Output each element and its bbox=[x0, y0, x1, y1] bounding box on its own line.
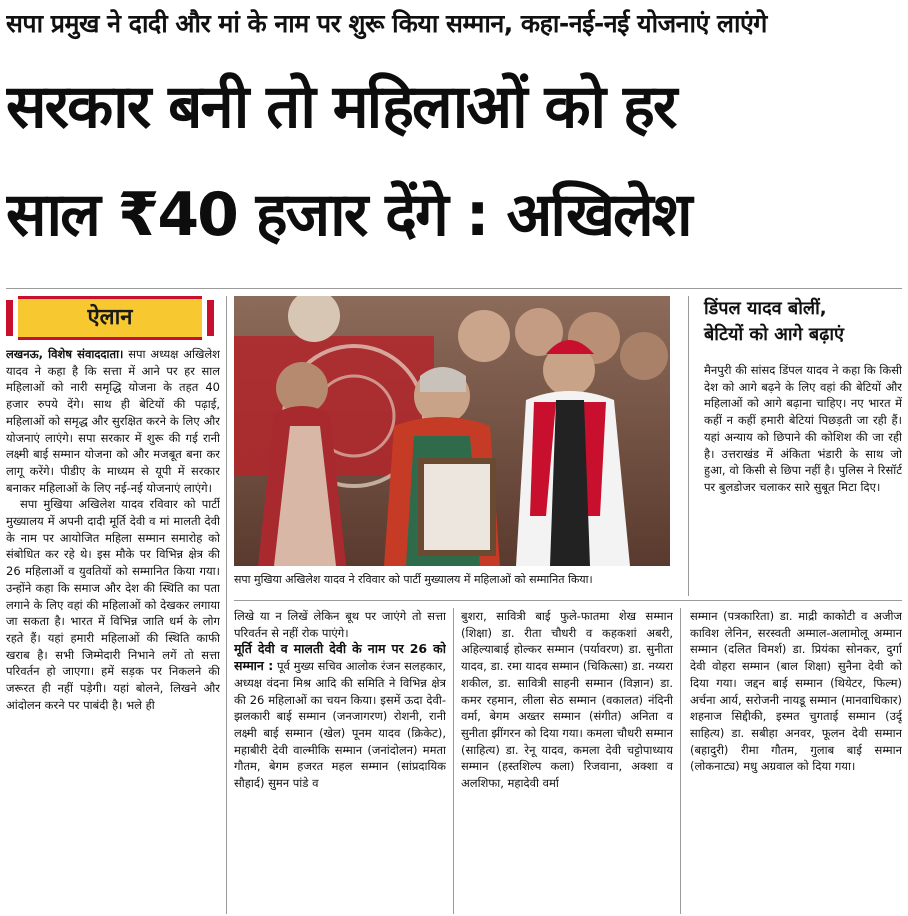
lead-paragraph: सपा अध्यक्ष अखिलेश यादव ने कहा है कि सत्ता में आने पर हर साल महिलाओं को नारी समृद्धि योजना के तहत 40 हजार रुपये देंगे। साथ ही बेटियों की पढ़ाई, महिलाओं को समृद्ध और सुरक्षित करने के लिए और योजनाएं लाएंगे। सपा सरकार में शुरू की गई रानी लक्ष्मी बाई सम्मान योजना को और मजबूत बना कर लागू करेंगे। पीडीए के माध्यम से यूपी में सरकार बनाकर महिलाओं के लिए नई-नई योजनाएं लाएंगे। bbox=[6, 347, 220, 495]
kicker-headline: सपा प्रमुख ने दादी और मां के नाम पर शुरू किया सम्मान, कहा-नई-नई योजनाएं लाएंगे bbox=[6, 9, 767, 38]
sidebar-heading-line-2: बेटियों को आगे बढ़ाएं bbox=[704, 324, 844, 345]
column-2-intro: लिखे या न लिखें लेकिन बूथ पर जाएंगे तो सत्ता परिवर्तन से नहीं रोक पाएंगे। bbox=[234, 609, 446, 640]
announcement-badge bbox=[6, 296, 214, 340]
column-divider-3 bbox=[680, 608, 681, 914]
main-headline-line-1: सरकार बनी तो महिलाओं को हर bbox=[6, 72, 676, 142]
article-column-4 bbox=[690, 608, 902, 914]
dateline: लखनऊ, विशेष संवाददाता। bbox=[6, 347, 124, 361]
column-4-text: सम्मान (पत्रकारिता) डा. माद्री काकोटी व अजीज काविश लेनिन, सरस्वती अम्माल-अलामोलू अम्मान सम्मान (दलित विमर्श) डा. प्रियंका सोनकर, दुर्गा देवी वोहरा सम्मान (बाल शिक्षा) सुनैना देवी को दिया गया। जद्दन बाई सम्मान (थियेटर, फिल्म) अर्चना आर्य, सरोजनी नायडू सम्मान (मानवाधिकार) शहनाज सिद्दीकी, इस्मत चुगताई सम्मान (उर्दू साहित्य) डा. सबीहा अनवर, फूलन देवी सम्मान (बहादुरी) रीमा गौतम, गुलाब बाई सम्मान (लोकनाट्य) मधु अग्रवाल को दिया गया। bbox=[690, 609, 902, 774]
article-column-1 bbox=[6, 346, 220, 914]
column-3-text: बुशरा, सावित्री बाई फुले-फातमा शेख सम्मान (शिक्षा) डा. रीता चौधरी व कहकशां अबरी, अहिल्याबाई होल्कर सम्मान (पर्यावरण) डा. सुनीता यादव, डा. रमा यादव सम्मान (चिकित्सा) डा. नय्यरा शकील, डा. सावित्री साहनी सम्मान (विज्ञान) डा. कमर रहमान, लीला सेठ सम्मान (वकालत) नंदिनी वर्मा, बेगम अख्तर सम्मान (संगीत) अनिता व सुनीता झींगरन को दिया गया। कमला चौधरी सम्मान (साहित्य) डा. रेनू यादव, कमला देवी चट्टोपाध्याय सम्मान (हस्तशिल्प कला) रिजवाना, अक्शा व अलशिफा, महादेवी वर्मा bbox=[461, 609, 673, 791]
column-divider-1 bbox=[226, 296, 227, 914]
column-2-subhead: मूर्ति देवी व मालती देवी के नाम पर 26 को सम्मान : bbox=[234, 641, 446, 674]
sidebar-heading bbox=[704, 296, 904, 348]
paragraph-2: सपा मुखिया अखिलेश यादव रविवार को पार्टी मुख्यालय में अपनी दादी मूर्ति देवी व मां मालती देवी के नाम पर आयोजित महिला सम्मान समारोह को संबोधित कर रहे थे। इस मौके पर विभिन्न क्षेत्र की 26 महिलाओं व युवतियों को सम्मानित किया गया। उन्होंने कहा कि समाज और देश की स्थिति का पता लगाने के लिए वहां की महिलाओं को देखकर लगाया जा सकता है। भारत में विभिन्न जाति धर्म के लोग रहते हैं। यहां हमारी महिलाओं की स्थिति काफी खराब है। सभी जिम्मेदारी निभाने लगें तो सत्ता परिवर्तन हो जाएगा। हमें सड़क पर निकलने की जरूरत ही नहीं पड़ेगी। यहां बोलने, लिखने और आंदोलन करने पर पाबंदी है। भले ही bbox=[6, 497, 220, 712]
main-headline-line-2: साल ₹40 हजार देंगे : अखिलेश bbox=[6, 180, 691, 250]
photo-caption: सपा मुखिया अखिलेश यादव ने रविवार को पार्टी मुख्यालय में महिलाओं को सम्मानित किया। bbox=[234, 573, 593, 586]
photo-illustration bbox=[234, 296, 670, 566]
lower-divider bbox=[234, 600, 902, 601]
sidebar-divider bbox=[688, 296, 689, 596]
badge-label: ऐलान bbox=[18, 296, 202, 340]
column-2-text: पूर्व मुख्य सचिव आलोक रंजन सलहकार, अध्यक्ष वंदना मिश्र आदि की समिति ने विभिन्न क्षेत्र की 26 महिलाओं का चयन किया। इसमें ऊदा देवी-झलकारी बाई सम्मान (जनजागरण) रोशनी, रानी लक्ष्मी बाई सम्मान (खेल) पूनम यादव (क्रिकेट), महाबीरी देवी वाल्मीकि सम्मान (जनांदोलन) ममता गौतम, बेगम हजरत महल सम्मान (सांप्रदायिक सौहार्द) सुमन पांडे व bbox=[234, 659, 446, 791]
event-photo bbox=[234, 296, 670, 566]
article-column-2 bbox=[234, 608, 446, 914]
badge-stripe-left bbox=[6, 300, 13, 336]
article-column-3 bbox=[461, 608, 673, 914]
sidebar-heading-line-1: डिंपल यादव बोलीं, bbox=[704, 298, 827, 319]
column-divider-2 bbox=[453, 608, 454, 914]
headline-divider bbox=[6, 288, 902, 289]
badge-stripe-right bbox=[207, 300, 214, 336]
sidebar-paragraph: मैनपुरी की सांसद डिंपल यादव ने कहा कि किसी देश को आगे बढ़ने के लिए वहां की बेटियों और महिलाओं को आगे बढ़ाना चाहिए। नए भारत में कहीं न कहीं हमारी बेटियां पिछड़ती जा रही हैं। यहां अन्याय को छिपाने की कोशिश की जा रही है। उत्तराखंड में अंकिता भंडारी के साथ जो हुआ, वो किसी से छिपा नहीं है। पुलिस ने रिसॉर्ट पर बुलडोजर चलाकर सारे सुबूत मिटा दिए। bbox=[704, 363, 902, 494]
sidebar-text bbox=[704, 362, 902, 592]
